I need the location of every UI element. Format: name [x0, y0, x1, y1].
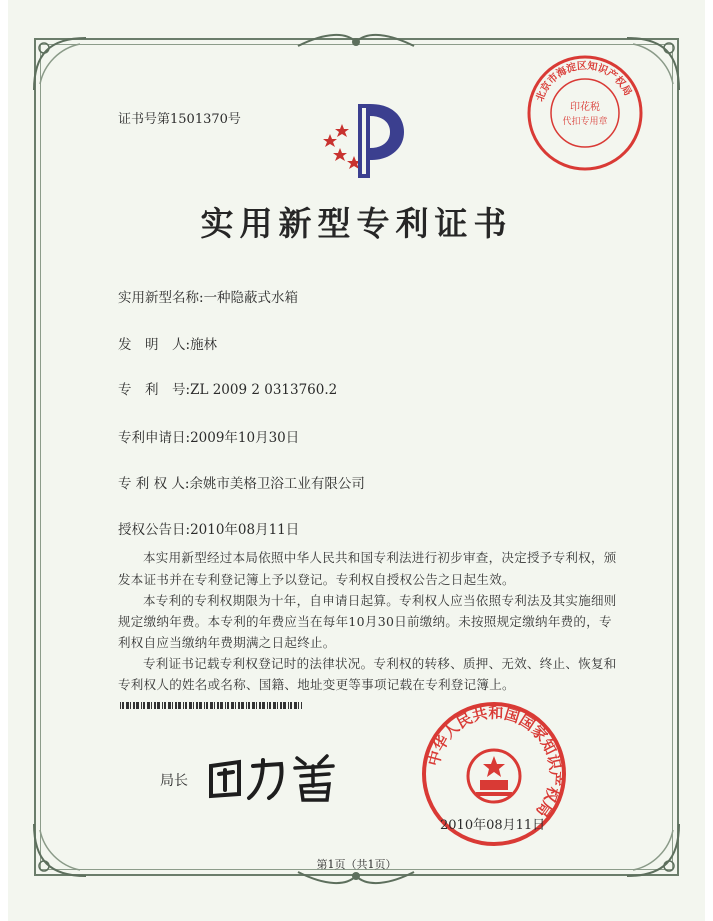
field-label: 专 利 权 人:	[118, 476, 190, 492]
field-row	[118, 472, 365, 492]
paragraph-line: 专利权人的姓名或名称、国籍、地址变更等事项记载在专利登记簿上。	[118, 677, 515, 692]
field-value: 2010年08月11日	[190, 522, 300, 538]
field-value: 余姚市美格卫浴工业有限公司	[189, 476, 365, 492]
page-info: 第1页（共1页）	[316, 858, 397, 871]
issue-date: 2010年08月11日	[440, 818, 546, 833]
seal-ring-text: 中华人民共和国国家知识产权局	[424, 703, 565, 821]
paragraph-line: 专利证书记载专利权登记时的法律状况。专利权的转移、质押、无效、终止、恢复和	[143, 656, 617, 671]
ornament-corner-icon	[30, 34, 90, 94]
director-label: 局长	[160, 773, 188, 789]
field-value: 一种隐蔽式水箱	[203, 290, 299, 306]
field-value: ZL 2009 2 0313760.2	[190, 382, 338, 398]
ornament-top-icon	[296, 30, 416, 52]
barcode	[120, 702, 302, 709]
director-signature	[205, 748, 345, 804]
paragraph-line: 利权自应当缴纳年费期满之日起终止。	[118, 635, 336, 650]
tax-stamp-ring-text: 北京市海淀区知识产权局	[534, 60, 634, 104]
field-label: 专利申请日:	[118, 430, 191, 446]
field-row	[118, 333, 217, 353]
paragraph-line: 本实用新型经过本局依照中华人民共和国专利法进行初步审查，决定授予专利权，颁	[143, 550, 617, 565]
paragraph-line: 规定缴纳年费。本专利的年费应当在每年10月30日前缴纳。未按照规定缴纳年费的，专	[118, 614, 612, 629]
paragraph-line: 发本证书并在专利登记簿上予以登记。专利权自授权公告之日起生效。	[118, 572, 515, 587]
field-label: 发 明 人:	[118, 337, 191, 353]
field-row	[118, 426, 299, 446]
tax-stamp-seal	[524, 52, 646, 174]
paragraph-line: 本专利的专利权期限为十年，自申请日起算。专利权人应当依照专利法及其实施细则	[143, 593, 617, 608]
field-label: 专 利 号:	[118, 382, 191, 398]
field-label: 实用新型名称:	[118, 290, 204, 306]
field-value: 2009年10月30日	[190, 430, 300, 446]
national-emblem-icon	[468, 750, 520, 802]
field-label: 授权公告日:	[118, 522, 191, 538]
tax-stamp-center-text-1: 印花税	[570, 102, 600, 113]
field-row	[118, 286, 298, 306]
field-value: 施林	[190, 337, 218, 353]
patent-office-logo	[318, 98, 410, 182]
certificate-title: 实用新型专利证书	[200, 204, 513, 243]
certificate-number: 证书号第1501370号	[118, 112, 241, 127]
tax-stamp-center-text-2: 代扣专用章	[562, 117, 608, 127]
field-row	[118, 378, 337, 398]
field-row	[118, 518, 299, 538]
